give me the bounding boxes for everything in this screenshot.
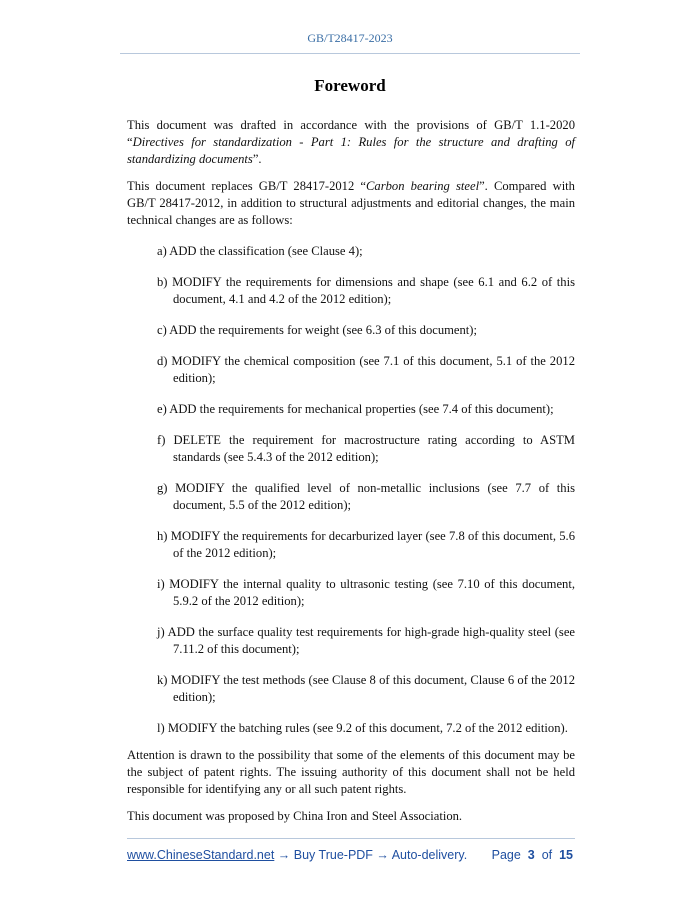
footer-tagline: → Buy True-PDF → Auto-delivery. [274, 848, 468, 862]
proposed-by-paragraph: This document was proposed by China Iron and Steel Association. [127, 809, 463, 823]
page-indicator [492, 848, 573, 862]
footer-divider [127, 838, 575, 839]
list-item: c) ADD the requirements for weight (see 6.3 of this document); [157, 323, 478, 337]
replaces-paragraph [127, 178, 575, 229]
list-item: l) MODIFY the batching rules (see 9.2 of this document, 7.2 of the 2012 edition). [157, 721, 568, 735]
page-current: 3 [527, 848, 535, 862]
list-item: d) MODIFY the chemical composition (see 7.1 of this document, 5.1 of the 2012 edition); [157, 354, 575, 385]
header-divider [120, 53, 580, 54]
directives-title: Directives for standardization - Part 1: Rules for the structure and drafting of standardizing documents [127, 135, 575, 166]
page-total: 15 [559, 848, 573, 862]
replaces-text: This document replaces GB/T 28417-2012 “ [127, 179, 367, 193]
replaces-text-end: ”. Compared with GB/T 28417-2012, in addition to structural adjustments and editorial changes, the main technical changes are as follows: [127, 179, 575, 227]
document-body [127, 117, 575, 835]
technical-changes-list [127, 243, 575, 737]
list-item: g) MODIFY the qualified level of non-metallic inclusions (see 7.7 of this document, 5.5 of the 2012 edition); [157, 481, 575, 512]
list-item: f) DELETE the requirement for macrostructure rating according to ASTM standards (see 5.4.3 of the 2012 edition); [157, 433, 575, 464]
patent-attention-paragraph: Attention is drawn to the possibility that some of the elements of this document may be the subject of patent rights. The issuing authority of this document shall not be held responsible for identifying any or all such patent rights. [127, 748, 575, 796]
list-item: a) ADD the classification (see Clause 4); [157, 244, 363, 258]
list-item: e) ADD the requirements for mechanical properties (see 7.4 of this document); [157, 402, 554, 416]
drafting-text: This document was drafted in accordance with the provisions of GB/T 1.1-2020 “ [127, 118, 575, 149]
list-item: j) ADD the surface quality test requirements for high-grade high-quality steel (see 7.11.2 of this document); [157, 625, 575, 656]
list-item: b) MODIFY the requirements for dimensions and shape (see 6.1 and 6.2 of this document, 4.1 and 4.2 of the 2012 edition); [157, 275, 575, 306]
replaced-standard-title: Carbon bearing steel [366, 179, 480, 193]
drafting-text-end: ”. [252, 152, 262, 166]
header-code: GB/T28417-2023 [307, 31, 393, 45]
page-of: of [541, 848, 553, 862]
page-title: Foreword [314, 76, 386, 95]
drafting-paragraph [127, 117, 575, 168]
list-item: i) MODIFY the internal quality to ultrasonic testing (see 7.10 of this document, 5.9.2 of the 2012 edition); [157, 577, 575, 608]
chinesestandard-link[interactable]: www.ChineseStandard.net [127, 848, 275, 862]
footer [127, 848, 575, 862]
list-item: h) MODIFY the requirements for decarburized layer (see 7.8 of this document, 5.6 of the 2012 edition); [157, 529, 575, 560]
list-item: k) MODIFY the test methods (see Clause 8 of this document, Clause 6 of the 2012 edition); [157, 673, 575, 704]
page-label: Page [491, 848, 521, 862]
